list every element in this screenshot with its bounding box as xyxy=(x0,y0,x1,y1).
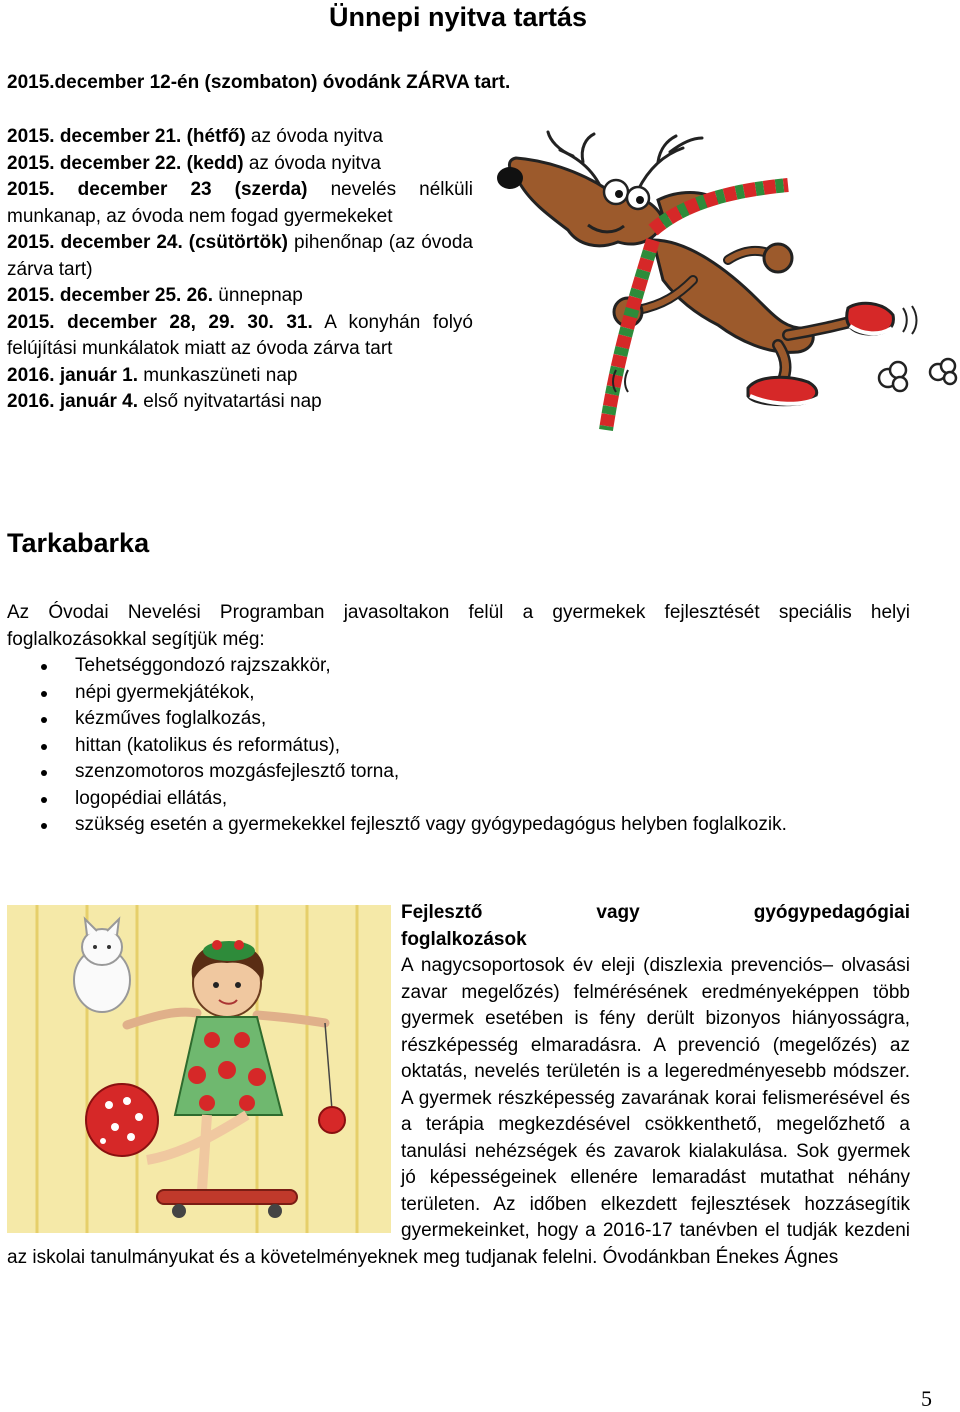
list-item-text: hittan (katolikus és református), xyxy=(75,734,341,756)
development-heading-line: Fejlesztő vagy gyógypedagógiai xyxy=(401,902,910,923)
list-item-text: szükség esetén a gyermekekkel fejlesztő vagy gyógypedagógus helyben foglalkozik. xyxy=(75,814,787,835)
activities-list xyxy=(0,653,910,839)
bullet-icon xyxy=(41,664,47,670)
holiday-date: 2015. december 28, 29. 30. 31. xyxy=(7,311,313,333)
holiday-entry xyxy=(7,151,473,178)
holiday-text: első nyitvatartási nap xyxy=(137,391,322,412)
list-item xyxy=(0,706,910,733)
list-item xyxy=(0,786,910,813)
bullet-icon xyxy=(41,797,47,803)
reindeer-illustration xyxy=(488,130,960,435)
list-item-text: népi gyermekjátékok, xyxy=(75,681,255,703)
holiday-text: az óvoda nyitva xyxy=(243,152,381,174)
list-item xyxy=(0,653,910,680)
bullet-icon xyxy=(41,823,47,829)
list-item xyxy=(0,680,910,707)
holiday-date: 2015. december 25. 26. xyxy=(7,285,213,306)
holiday-text: munkaszüneti nap xyxy=(137,364,298,386)
holiday-entry xyxy=(7,389,473,416)
holiday-entry xyxy=(7,363,473,390)
holiday-date: 2015. december 23 (szerda) xyxy=(7,179,308,200)
holiday-entry xyxy=(7,310,473,363)
bullet-icon xyxy=(41,691,47,697)
section-title: Tarkabarka xyxy=(7,528,150,558)
list-item xyxy=(0,812,910,839)
page-number: 5 xyxy=(921,1386,932,1411)
holiday-text: nevelés nélküli munkanap, az óvoda nem fogad gyermekeket xyxy=(7,179,474,227)
holiday-entry xyxy=(7,283,473,310)
list-item-text: szenzomotoros mozgásfejlesztő torna, xyxy=(75,761,400,782)
page-title: Ünnepi nyitva tartás xyxy=(328,2,588,32)
holiday-entry xyxy=(7,177,473,230)
holiday-date: 2016. január 4. xyxy=(7,391,138,412)
intro-paragraph: Az Óvodai Nevelési Programban javasoltakon felül a gyermekek fejlesztését speciális helyi foglalkozásokkal segítjük még: xyxy=(7,602,910,650)
development-section xyxy=(7,900,910,1271)
holiday-entry xyxy=(7,230,473,283)
list-item-text: kézműves foglalkozás, xyxy=(75,708,267,729)
bullet-icon xyxy=(41,744,47,750)
holiday-date: 2015. december 24. (csütörtök) xyxy=(7,232,289,253)
holiday-text: pihenőnap (az óvoda zárva tart) xyxy=(7,232,473,280)
bullet-icon xyxy=(41,717,47,723)
development-heading-line: foglalkozások xyxy=(401,928,527,950)
list-item-text: logopédiai ellátás, xyxy=(75,787,228,809)
holiday-text: A konyhán folyó felújítási munkálatok miatt az óvoda zárva tart xyxy=(7,311,473,359)
list-item-text: Tehetséggondozó rajzszakkör, xyxy=(75,655,331,676)
closed-notice: 2015.december 12-én (szombaton) óvodánk ZÁRVA tart. xyxy=(7,72,511,93)
holiday-schedule xyxy=(7,124,473,416)
holiday-date: 2015. december 22. (kedd) xyxy=(7,152,244,174)
bullet-icon xyxy=(41,770,47,776)
list-item xyxy=(0,759,910,786)
holiday-entry xyxy=(7,124,473,151)
holiday-text: ünnepnap xyxy=(212,285,303,306)
girl-skateboard-illustration xyxy=(7,905,391,1233)
holiday-text: az óvoda nyitva xyxy=(245,126,383,147)
list-item xyxy=(0,733,910,760)
development-paragraph: A nagycsoportosok év eleji (diszlexia prevenciós– olvasási zavar megelőzés) felmérésének eredményeképpen több gyermek esetében is fény derült bizonyos hiányosságra, részképesség elmaradásra. A prevenció (megelőzés) az oktatás, nevelés területén is a legeredményesebb módszer. A gyermek részképesség zavarának korai felismerésével és a terápia megkezdésével csökkenthető, megelőzhető a tanulási nehézségek és zavarok kialakulása. Sok gyermek jó képességeinek ellenére lemaradást mutathat néhány területen. Az időben elkezdett fejlesztések hozzásegítik gyermekeinket, hogy a 2016-17 tanévben el tudják kezdeni az iskolai tanulmányukat és a követelményeknek meg tudjanak felelni. Óvodánkban Énekes Ágnes xyxy=(7,955,910,1268)
holiday-date: 2016. január 1. xyxy=(7,364,138,386)
holiday-date: 2015. december 21. (hétfő) xyxy=(7,126,246,147)
